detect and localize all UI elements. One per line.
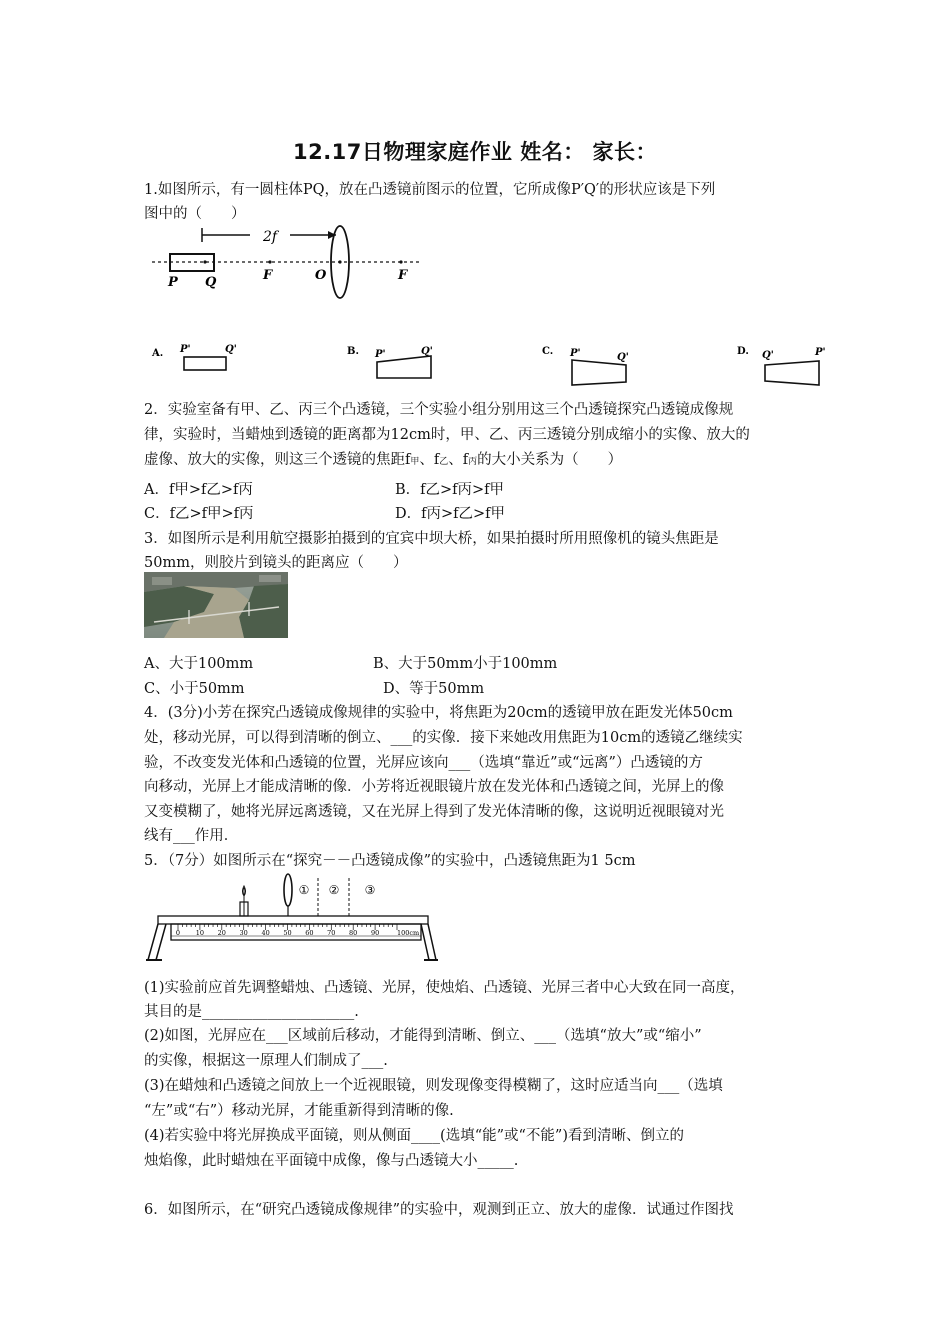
page-title: 12.17日物理家庭作业 姓名： 家长： <box>292 140 658 164</box>
q5-zone-labels <box>299 883 376 897</box>
q5-header: 5．（7分）如图所示在“探究－－凸透镜成像”的实验中，凸透镜焦距为1 5cm <box>144 853 636 869</box>
q3-option-d[interactable]: D、等于50mm <box>383 681 485 697</box>
q5-line-3: (2)如图，光屏应在___区域前后移动，才能得到清晰、倒立、___（选填“放大”或“缩小” <box>144 1028 702 1044</box>
q1-option-a-figure[interactable] <box>150 340 250 380</box>
q5-tick-label: 80 <box>349 929 358 937</box>
q1-option-b-figure[interactable] <box>345 340 445 385</box>
q1-label-p: P <box>168 275 178 290</box>
q5-line-7: (4)若实验中将光屏换成平面镜，则从侧面____(选填“能”或“不能”)看到清晰、倒立的 <box>144 1128 685 1144</box>
q2-option-d[interactable]: D．f丙>f乙>f甲 <box>395 506 506 522</box>
q5-optical-bench-diagram <box>146 868 438 968</box>
q5-zone-label: ① <box>298 883 310 897</box>
q2-line-3-post: 的大小关系为（ ） <box>477 452 623 468</box>
q2-line-2: 律，实验时，当蜡烛到透镜的距离都为12cm时，甲、乙、丙三透镜分别成缩小的实像、放大的 <box>144 427 750 443</box>
q5-line-6: “左”或“右”）移动光屏，才能重新得到清晰的像. <box>144 1103 454 1119</box>
q1-option-a-label-2: Q' <box>225 344 237 355</box>
q5-tick-label: 90 <box>370 929 380 937</box>
q5-line-2: 其目的是_____________________. <box>144 1004 359 1020</box>
q3-bridge-photo <box>144 572 288 638</box>
q1-option-c-figure[interactable] <box>540 340 640 388</box>
q1-option-b-label-2: Q' <box>421 346 433 357</box>
q3-option-a[interactable]: A、大于100mm <box>144 656 254 672</box>
q1-label-o: O <box>315 268 327 283</box>
q4-line-1: 4．(3分)小芳在探究凸透镜成像规律的实验中，将焦距为20cm的透镜甲放在距发光体50cm <box>144 705 733 721</box>
q5-tick-label: 60 <box>305 929 314 937</box>
q3-line-1: 3．如图所示是利用航空摄影拍摄到的宜宾中坝大桥，如果拍摄时所用照像机的镜头焦距是 <box>144 531 719 547</box>
q1-lens-diagram <box>150 222 425 302</box>
q1-label-f1: F <box>263 268 273 283</box>
q1-option-d-label-2: P' <box>815 347 826 358</box>
q5-tick-label: 100cm <box>397 929 420 937</box>
q4-line-6: 线有___作用． <box>144 828 239 844</box>
q2-option-a[interactable]: A．f甲>f乙>f丙 <box>144 482 253 498</box>
q3-line-2: 50mm，则胶片到镜头的距离应（ ） <box>144 555 408 571</box>
q5-tick-label: 20 <box>217 929 226 937</box>
q1-option-a-label-1: P' <box>180 344 191 355</box>
q1-line-2: 图中的（ ） <box>144 206 246 222</box>
q5-tick-label: 50 <box>283 929 292 937</box>
q5-line-5: (3)在蜡烛和凸透镜之间放上一个近视眼镜，则发现像变得模糊了，这时应适当向___（选填 <box>144 1078 723 1094</box>
q1-label-q: Q <box>205 275 217 290</box>
q5-tick-label: 10 <box>195 929 205 937</box>
q5-tick-label: 70 <box>327 929 336 937</box>
q1-option-c-label-2: Q' <box>617 352 629 363</box>
q3-option-c[interactable]: C、小于50mm <box>144 681 245 697</box>
q5-zone-label: ② <box>328 883 340 897</box>
q5-tick-label: 0 <box>175 929 181 937</box>
q1-line-1: 1.如图所示，有一圆柱体PQ，放在凸透镜前图示的位置，它所成像P′Q′的形状应该是下列 <box>144 182 716 198</box>
q5-line-8: 烛焰像，此时蜡烛在平面镜中成像，像与凸透镜大小_____. <box>144 1153 519 1169</box>
q5-tick-label: 30 <box>239 929 248 937</box>
q5-line-1: (1)实验前应首先调整蜡烛、凸透镜、光屏，使烛焰、凸透镜、光屏三者中心大致在同一高度， <box>144 980 745 996</box>
q1-option-b-label-1: P' <box>375 349 386 360</box>
q2-line-3: 虚像、放大的实像，则这三个透镜的焦距f甲、f乙、f丙的大小关系为（ ） <box>144 452 623 468</box>
q4-line-4: 向移动，光屏上才能成清晰的像．小芳将近视眼镜片放在发光体和凸透镜之间，光屏上的像 <box>144 779 724 795</box>
q6-line-1: 6．如图所示，在“研究凸透镜成像规律”的实验中，观测到正立、放大的虚像．试通过作图找 <box>144 1202 734 1218</box>
q1-option-c-letter: C. <box>542 346 554 357</box>
q1-option-d-label-1: Q' <box>762 350 774 361</box>
q4-line-3: 验，不改变发光体和凸透镜的位置，光屏应该向___（选填“靠近”或“远离”）凸透镜的方 <box>144 755 703 771</box>
q5-line-4: 的实像，根据这一原理人们制成了___. <box>144 1053 388 1069</box>
q2-line-3-pre: 虚像、放大的实像，则这三个透镜的焦距 <box>144 452 405 468</box>
q4-line-2: 处，移动光屏，可以得到清晰的倒立、___的实像．接下来她改用焦距为10cm的透镜乙继续实 <box>144 730 743 746</box>
q3-option-b[interactable]: B、大于50mm小于100mm <box>373 656 558 672</box>
q2-option-c[interactable]: C．f乙>f甲>f丙 <box>144 506 254 522</box>
q5-zone-label: ③ <box>364 883 376 897</box>
q2-line-1: 2．实验室备有甲、乙、丙三个凸透镜，三个实验小组分别用这三个凸透镜探究凸透镜成像规 <box>144 402 734 418</box>
q4-line-5: 又变模糊了，她将光屏远离透镜，又在光屏上得到了发光体清晰的像，这说明近视眼镜对光 <box>144 804 724 820</box>
q1-option-b-letter: B. <box>347 346 359 357</box>
q1-option-d-letter: D. <box>737 346 749 357</box>
q1-option-d-figure[interactable] <box>735 340 835 388</box>
q1-label-f2: F <box>398 268 408 283</box>
q2-option-b[interactable]: B．f乙>f丙>f甲 <box>395 482 505 498</box>
q5-tick-label: 40 <box>261 929 270 937</box>
q1-option-c-label-1: P' <box>570 348 581 359</box>
q1-option-a-letter: A. <box>152 348 164 359</box>
q1-2f-label: 2f <box>262 229 278 245</box>
